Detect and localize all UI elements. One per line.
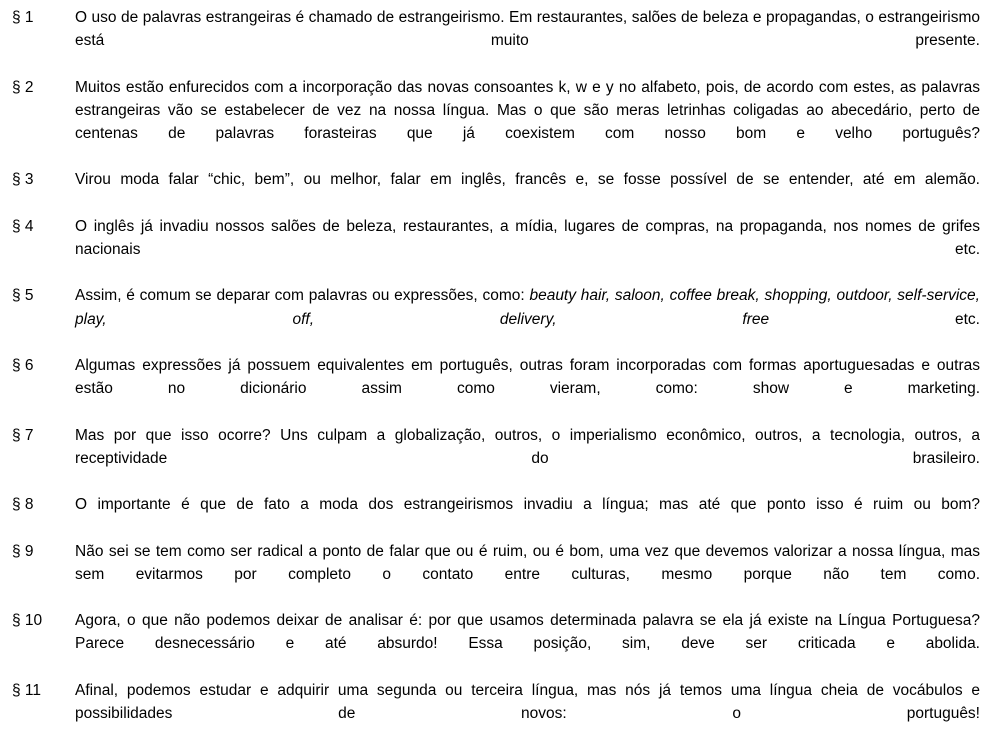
- paragraph-row: [10, 168, 982, 214]
- paragraph-text: Agora, o que não podemos deixar de analisar é: por que usamos determinada palavra se ela já existe na Língua Portuguesa? Parece desnecessário e até absurdo! Essa posição, sim, deve ser criticada e abolida.: [75, 612, 980, 653]
- paragraph-row: [10, 679, 982, 749]
- paragraph-row: [10, 609, 982, 679]
- paragraph-marker: § 7: [12, 426, 34, 444]
- paragraph-list: [10, 6, 982, 749]
- paragraph-marker: § 1: [12, 9, 34, 26]
- paragraph-marker: § 5: [12, 287, 34, 305]
- paragraph-row: [10, 493, 982, 539]
- paragraph-marker: § 8: [12, 496, 34, 514]
- paragraph-text-plain-lead: Assim, é comum se deparar com palavras ou expressões, como:: [75, 287, 530, 305]
- paragraph-marker: § 3: [12, 171, 34, 189]
- paragraph-text: O inglês já invadiu nossos salões de beleza, restaurantes, a mídia, lugares de compras, na propaganda, nos nomes de grifes nacionais etc.: [75, 217, 980, 259]
- paragraph-marker: § 10: [12, 612, 43, 630]
- paragraph-text-italic: beauty hair, saloon, coffee break, shopping, outdoor, self-service, play, off, delivery, free: [75, 287, 980, 328]
- paragraph-text: Algumas expressões já possuem equivalentes em português, outras foram incorporadas com formas aportuguesadas e outras estão no dicionário assim como vieram, como: show e marketing.: [75, 357, 980, 398]
- paragraph-row: [10, 215, 982, 285]
- paragraph-text: Não sei se tem como ser radical a ponto de falar que ou é ruim, ou é bom, uma vez que devemos valorizar a nossa língua, mas sem evitarmos por completo o contato entre culturas, mesmo porque não tem como.: [75, 542, 980, 583]
- paragraph-row: [10, 284, 982, 354]
- paragraph-text: Mas por que isso ocorre? Uns culpam a globalização, outros, o imperialismo econômico, outros, a tecnologia, outros, a receptividade do brasileiro.: [75, 426, 980, 467]
- paragraph-text: [75, 284, 982, 354]
- paragraph-row: [10, 354, 982, 424]
- paragraph-text: O uso de palavras estrangeiras é chamado de estrangeirismo. Em restaurantes, salões de beleza e propagandas, o estrangeirismo está muito presente.: [75, 9, 980, 50]
- paragraph-text: O importante é que de fato a moda dos estrangeirismos invadiu a língua; mas até que ponto isso é ruim ou bom?: [75, 496, 980, 514]
- paragraph-marker: § 11: [12, 681, 42, 699]
- paragraph-marker: § 2: [12, 78, 34, 96]
- paragraph-text: Afinal, podemos estudar e adquirir uma segunda ou terceira língua, mas nós já temos uma língua cheia de vocábulos e possibilidades de novos: o português!: [75, 681, 980, 723]
- paragraph-marker: § 6: [12, 357, 34, 375]
- paragraph-text: Virou moda falar “chic, bem”, ou melhor, falar em inglês, francês e, se fosse possível de se entender, até em alemão.: [75, 171, 980, 189]
- paragraph-text-plain-tail: etc.: [769, 310, 980, 328]
- paragraph-row: [10, 540, 982, 610]
- paragraph-row: [10, 76, 982, 169]
- paragraph-row: [10, 6, 982, 76]
- paragraph-marker: § 4: [12, 217, 34, 235]
- paragraph-marker: § 9: [12, 542, 34, 560]
- paragraph-row: [10, 424, 982, 494]
- paragraph-text: Muitos estão enfurecidos com a incorporação das novas consoantes k, w e y no alfabeto, pois, de acordo com estes, as palavras estrangeiras vão se estabelecer de vez na nossa língua. Mas o que são meras letrinhas coligadas ao abecedário, perto de centenas de palavras forasteiras que já coexistem com nosso bom e velho português?: [75, 78, 980, 143]
